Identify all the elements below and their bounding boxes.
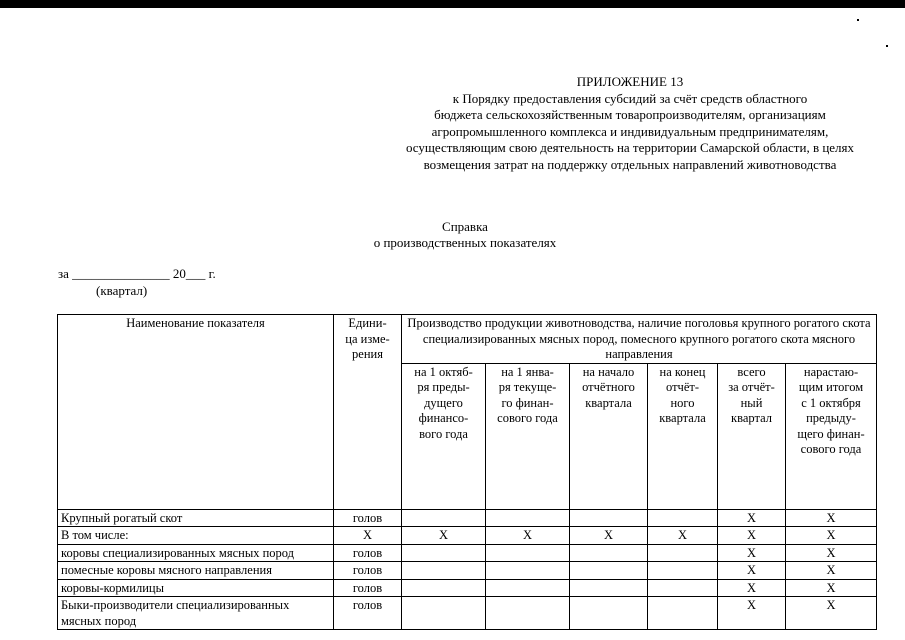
row-cell: X bbox=[718, 544, 786, 562]
appendix-line: бюджета сельскохозяйственным товаропроизводителям, организациям bbox=[434, 107, 826, 122]
period-line: за _______________ 20___ г. bbox=[58, 266, 216, 281]
row-cell[interactable] bbox=[570, 562, 648, 580]
row-cell[interactable] bbox=[570, 509, 648, 527]
scan-speck bbox=[857, 19, 859, 21]
row-cell[interactable] bbox=[486, 544, 570, 562]
row-cell: X bbox=[786, 597, 877, 630]
table-row bbox=[58, 562, 877, 580]
table-row bbox=[58, 544, 877, 562]
period-caption: (квартал) bbox=[96, 283, 148, 298]
header-col-jan1-current: на 1 янва- ря текуще- го финан- сового года bbox=[486, 363, 570, 509]
row-cell[interactable] bbox=[570, 579, 648, 597]
row-name: Быки-производители специализированных мясных пород bbox=[58, 597, 334, 630]
row-cell[interactable] bbox=[402, 579, 486, 597]
row-unit: голов bbox=[334, 562, 402, 580]
row-cell[interactable] bbox=[486, 562, 570, 580]
row-cell[interactable] bbox=[648, 544, 718, 562]
row-cell[interactable] bbox=[486, 597, 570, 630]
row-cell: X bbox=[786, 509, 877, 527]
row-name: Крупный рогатый скот bbox=[58, 509, 334, 527]
top-scan-border bbox=[0, 0, 905, 8]
row-name: коровы специализированных мясных пород bbox=[58, 544, 334, 562]
scan-speck bbox=[886, 45, 888, 47]
appendix-line: возмещения затрат на поддержку отдельных направлений животноводства bbox=[423, 156, 837, 172]
table-row bbox=[58, 597, 877, 630]
row-cell[interactable] bbox=[402, 597, 486, 630]
row-cell: X bbox=[718, 597, 786, 630]
row-cell: X bbox=[570, 527, 648, 545]
appendix-title: ПРИЛОЖЕНИЕ 13 bbox=[576, 74, 684, 89]
row-name: В том числе: bbox=[58, 527, 334, 545]
table-row bbox=[58, 509, 877, 527]
indicators-table bbox=[57, 314, 877, 630]
row-cell[interactable] bbox=[486, 509, 570, 527]
row-cell[interactable] bbox=[486, 579, 570, 597]
row-name: коровы-кормилицы bbox=[58, 579, 334, 597]
header-indicator-name: Наименование показателя bbox=[58, 315, 334, 510]
appendix-line: агропромышленного комплекса и индивидуальным предпринимателям, bbox=[431, 123, 829, 139]
row-cell: X bbox=[718, 579, 786, 597]
row-cell: X bbox=[786, 562, 877, 580]
header-col-quarter-end: на конец отчёт- ного квартала bbox=[648, 363, 718, 509]
row-cell[interactable] bbox=[648, 509, 718, 527]
row-cell[interactable] bbox=[570, 597, 648, 630]
row-cell: X bbox=[648, 527, 718, 545]
row-cell: X bbox=[486, 527, 570, 545]
row-cell[interactable] bbox=[402, 562, 486, 580]
header-col-oct1-prev: на 1 октяб- ря преды- дущего финансо- вого года bbox=[402, 363, 486, 509]
header-production-group: Производство продукции животноводства, наличие поголовья крупного рогатого скота специализированных мясных пород, помесного крупного рогатого скота мясного направления bbox=[402, 315, 877, 364]
row-unit: голов bbox=[334, 597, 402, 630]
row-cell[interactable] bbox=[402, 544, 486, 562]
document-subtitle: о производственных показателях bbox=[373, 235, 557, 250]
appendix-header bbox=[380, 74, 880, 173]
appendix-line: к Порядку предоставления субсидий за счёт средств областного bbox=[452, 90, 808, 106]
row-unit: голов bbox=[334, 544, 402, 562]
row-cell[interactable] bbox=[648, 579, 718, 597]
table-row bbox=[58, 527, 877, 545]
row-unit: голов bbox=[334, 509, 402, 527]
row-unit: голов bbox=[334, 579, 402, 597]
row-cell: X bbox=[786, 527, 877, 545]
document-title: Справка bbox=[442, 219, 488, 234]
row-cell[interactable] bbox=[402, 509, 486, 527]
row-cell: X bbox=[718, 527, 786, 545]
row-unit: X bbox=[334, 527, 402, 545]
appendix-line: осуществляющим свою деятельность на территории Самарской области, в целях bbox=[405, 140, 855, 155]
document-title-block bbox=[300, 219, 630, 251]
header-col-cumulative: нарастаю- щим итогом с 1 октября предыду- щего финан- сового года bbox=[786, 363, 877, 509]
row-cell: X bbox=[402, 527, 486, 545]
row-cell[interactable] bbox=[648, 562, 718, 580]
row-cell: X bbox=[718, 562, 786, 580]
row-cell: X bbox=[718, 509, 786, 527]
header-col-quarter-total: всего за отчёт- ный квартал bbox=[718, 363, 786, 509]
header-col-quarter-start: на начало отчётного квартала bbox=[570, 363, 648, 509]
row-cell: X bbox=[786, 579, 877, 597]
row-cell[interactable] bbox=[648, 597, 718, 630]
row-name: помесные коровы мясного направления bbox=[58, 562, 334, 580]
table-row bbox=[58, 579, 877, 597]
row-cell: X bbox=[786, 544, 877, 562]
header-unit: Едини- ца изме- рения bbox=[334, 315, 402, 510]
row-cell[interactable] bbox=[570, 544, 648, 562]
